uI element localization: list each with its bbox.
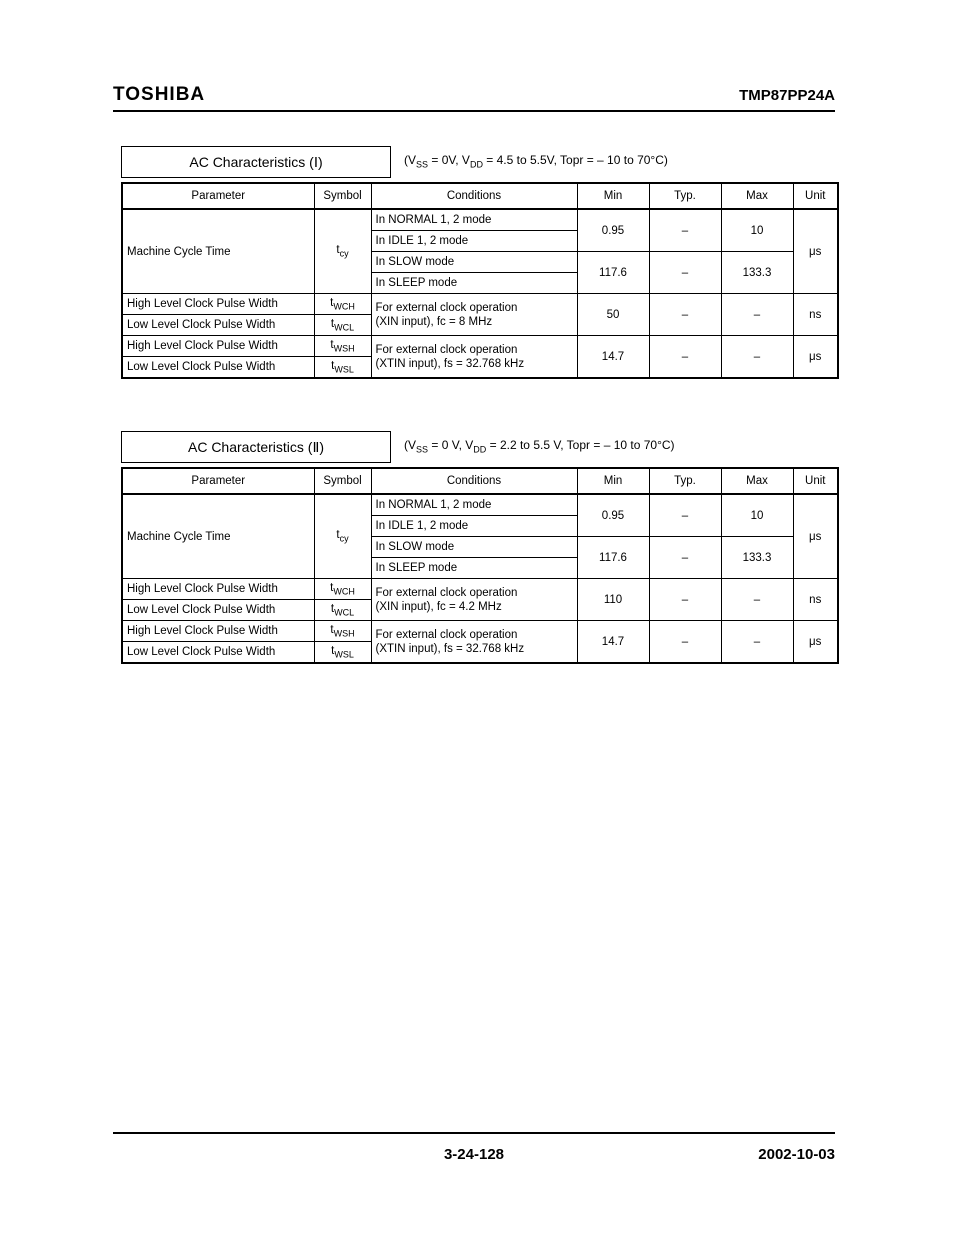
min-cell: 117.6 — [577, 252, 649, 294]
max-cell: 133.3 — [721, 252, 793, 294]
min-cell: 50 — [577, 294, 649, 336]
page-number: 3-24-128 — [443, 1146, 505, 1163]
condition-cell: In NORMAL 1, 2 mode — [371, 494, 577, 516]
condition-cell: In SLOW mode — [371, 537, 577, 558]
min-cell: 0.95 — [577, 209, 649, 252]
condition-cell: In SLEEP mode — [371, 273, 577, 294]
document-date: 2002-10-03 — [758, 1146, 835, 1163]
table-row — [122, 294, 838, 315]
parameter-cell: High Level Clock Pulse Width — [122, 294, 314, 315]
symbol-cell: $t_{WSL}$ — [314, 357, 371, 379]
page-header — [113, 84, 835, 112]
max-cell: – — [721, 294, 793, 336]
max-cell: – — [721, 336, 793, 379]
column-header: Parameter — [122, 468, 314, 494]
condition-cell: For external clock operation (XTIN input), fs = 32.768 kHz — [371, 336, 577, 379]
table-row — [122, 494, 838, 516]
parameter-cell: Low Level Clock Pulse Width — [122, 315, 314, 336]
unit-cell: μs — [793, 494, 838, 579]
condition-cell: In NORMAL 1, 2 mode — [371, 209, 577, 231]
typ-cell: – — [649, 252, 721, 294]
condition-cell: For external clock operation (XIN input), fc = 4.2 MHz — [371, 579, 577, 621]
table-row — [122, 209, 838, 231]
typ-cell: – — [649, 209, 721, 252]
symbol-cell: $t_{WCH}$ — [314, 294, 371, 315]
parameter-cell: Low Level Clock Pulse Width — [122, 357, 314, 379]
condition-cell: In IDLE 1, 2 mode — [371, 231, 577, 252]
ac-characteristics-table — [121, 182, 839, 379]
typ-cell: – — [649, 537, 721, 579]
typ-cell: – — [649, 494, 721, 537]
part-number: TMP87PP24A — [739, 87, 835, 104]
ac-characteristics-table — [121, 467, 839, 664]
min-cell: 0.95 — [577, 494, 649, 537]
typ-cell: – — [649, 579, 721, 621]
parameter-cell: Low Level Clock Pulse Width — [122, 642, 314, 664]
unit-cell: μs — [793, 336, 838, 379]
column-header: Min — [577, 468, 649, 494]
typ-cell: – — [649, 336, 721, 379]
column-header: Max — [721, 468, 793, 494]
typ-cell: – — [649, 621, 721, 664]
table-header-row — [122, 468, 838, 494]
column-header: Symbol — [314, 183, 371, 209]
parameter-cell: High Level Clock Pulse Width — [122, 336, 314, 357]
symbol-cell: $t_{cy}$ — [314, 209, 371, 294]
unit-cell: μs — [793, 621, 838, 664]
unit-cell: μs — [793, 209, 838, 294]
symbol-cell: $t_{cy}$ — [314, 494, 371, 579]
test-conditions: ($V_{SS} = 0$ V, $V_{DD} = 2.2$ to 5.5 V, Topr = – 10 to 70°C) — [404, 438, 675, 455]
table-row — [122, 579, 838, 600]
column-header: Parameter — [122, 183, 314, 209]
table-row — [122, 336, 838, 357]
parameter-cell: High Level Clock Pulse Width — [122, 621, 314, 642]
column-header: Max — [721, 183, 793, 209]
symbol-cell: $t_{WSH}$ — [314, 336, 371, 357]
table-row — [122, 621, 838, 642]
condition-cell: In IDLE 1, 2 mode — [371, 516, 577, 537]
parameter-cell: Machine Cycle Time — [122, 209, 314, 294]
min-cell: 14.7 — [577, 621, 649, 664]
section-title: AC Characteristics (Ⅱ) — [121, 431, 391, 463]
unit-cell: ns — [793, 579, 838, 621]
max-cell: – — [721, 621, 793, 664]
unit-cell: ns — [793, 294, 838, 336]
symbol-cell: $t_{WSL}$ — [314, 642, 371, 664]
column-header: Unit — [793, 183, 838, 209]
max-cell: 10 — [721, 494, 793, 537]
column-header: Conditions — [371, 183, 577, 209]
column-header: Conditions — [371, 468, 577, 494]
condition-cell: In SLEEP mode — [371, 558, 577, 579]
parameter-cell: Machine Cycle Time — [122, 494, 314, 579]
section-title: AC Characteristics (Ⅰ) — [121, 146, 391, 178]
max-cell: 10 — [721, 209, 793, 252]
condition-cell: For external clock operation (XTIN input), fs = 32.768 kHz — [371, 621, 577, 664]
symbol-cell: $t_{WSH}$ — [314, 621, 371, 642]
brand-logo: TOSHIBA — [113, 84, 206, 105]
min-cell: 14.7 — [577, 336, 649, 379]
min-cell: 117.6 — [577, 537, 649, 579]
condition-cell: For external clock operation (XIN input), fc = 8 MHz — [371, 294, 577, 336]
table-header-row — [122, 183, 838, 209]
test-conditions: ($V_{SS} = 0V$, $V_{DD} = 4.5$ to 5.5V, Topr = – 10 to 70°C) — [404, 153, 668, 170]
column-header: Typ. — [649, 183, 721, 209]
column-header: Unit — [793, 468, 838, 494]
column-header: Symbol — [314, 468, 371, 494]
parameter-cell: High Level Clock Pulse Width — [122, 579, 314, 600]
column-header: Typ. — [649, 468, 721, 494]
max-cell: 133.3 — [721, 537, 793, 579]
parameter-cell: Low Level Clock Pulse Width — [122, 600, 314, 621]
condition-cell: In SLOW mode — [371, 252, 577, 273]
typ-cell: – — [649, 294, 721, 336]
symbol-cell: $t_{WCL}$ — [314, 315, 371, 336]
symbol-cell: $t_{WCH}$ — [314, 579, 371, 600]
max-cell: – — [721, 579, 793, 621]
min-cell: 110 — [577, 579, 649, 621]
page-footer — [113, 1132, 835, 1164]
symbol-cell: $t_{WCL}$ — [314, 600, 371, 621]
column-header: Min — [577, 183, 649, 209]
